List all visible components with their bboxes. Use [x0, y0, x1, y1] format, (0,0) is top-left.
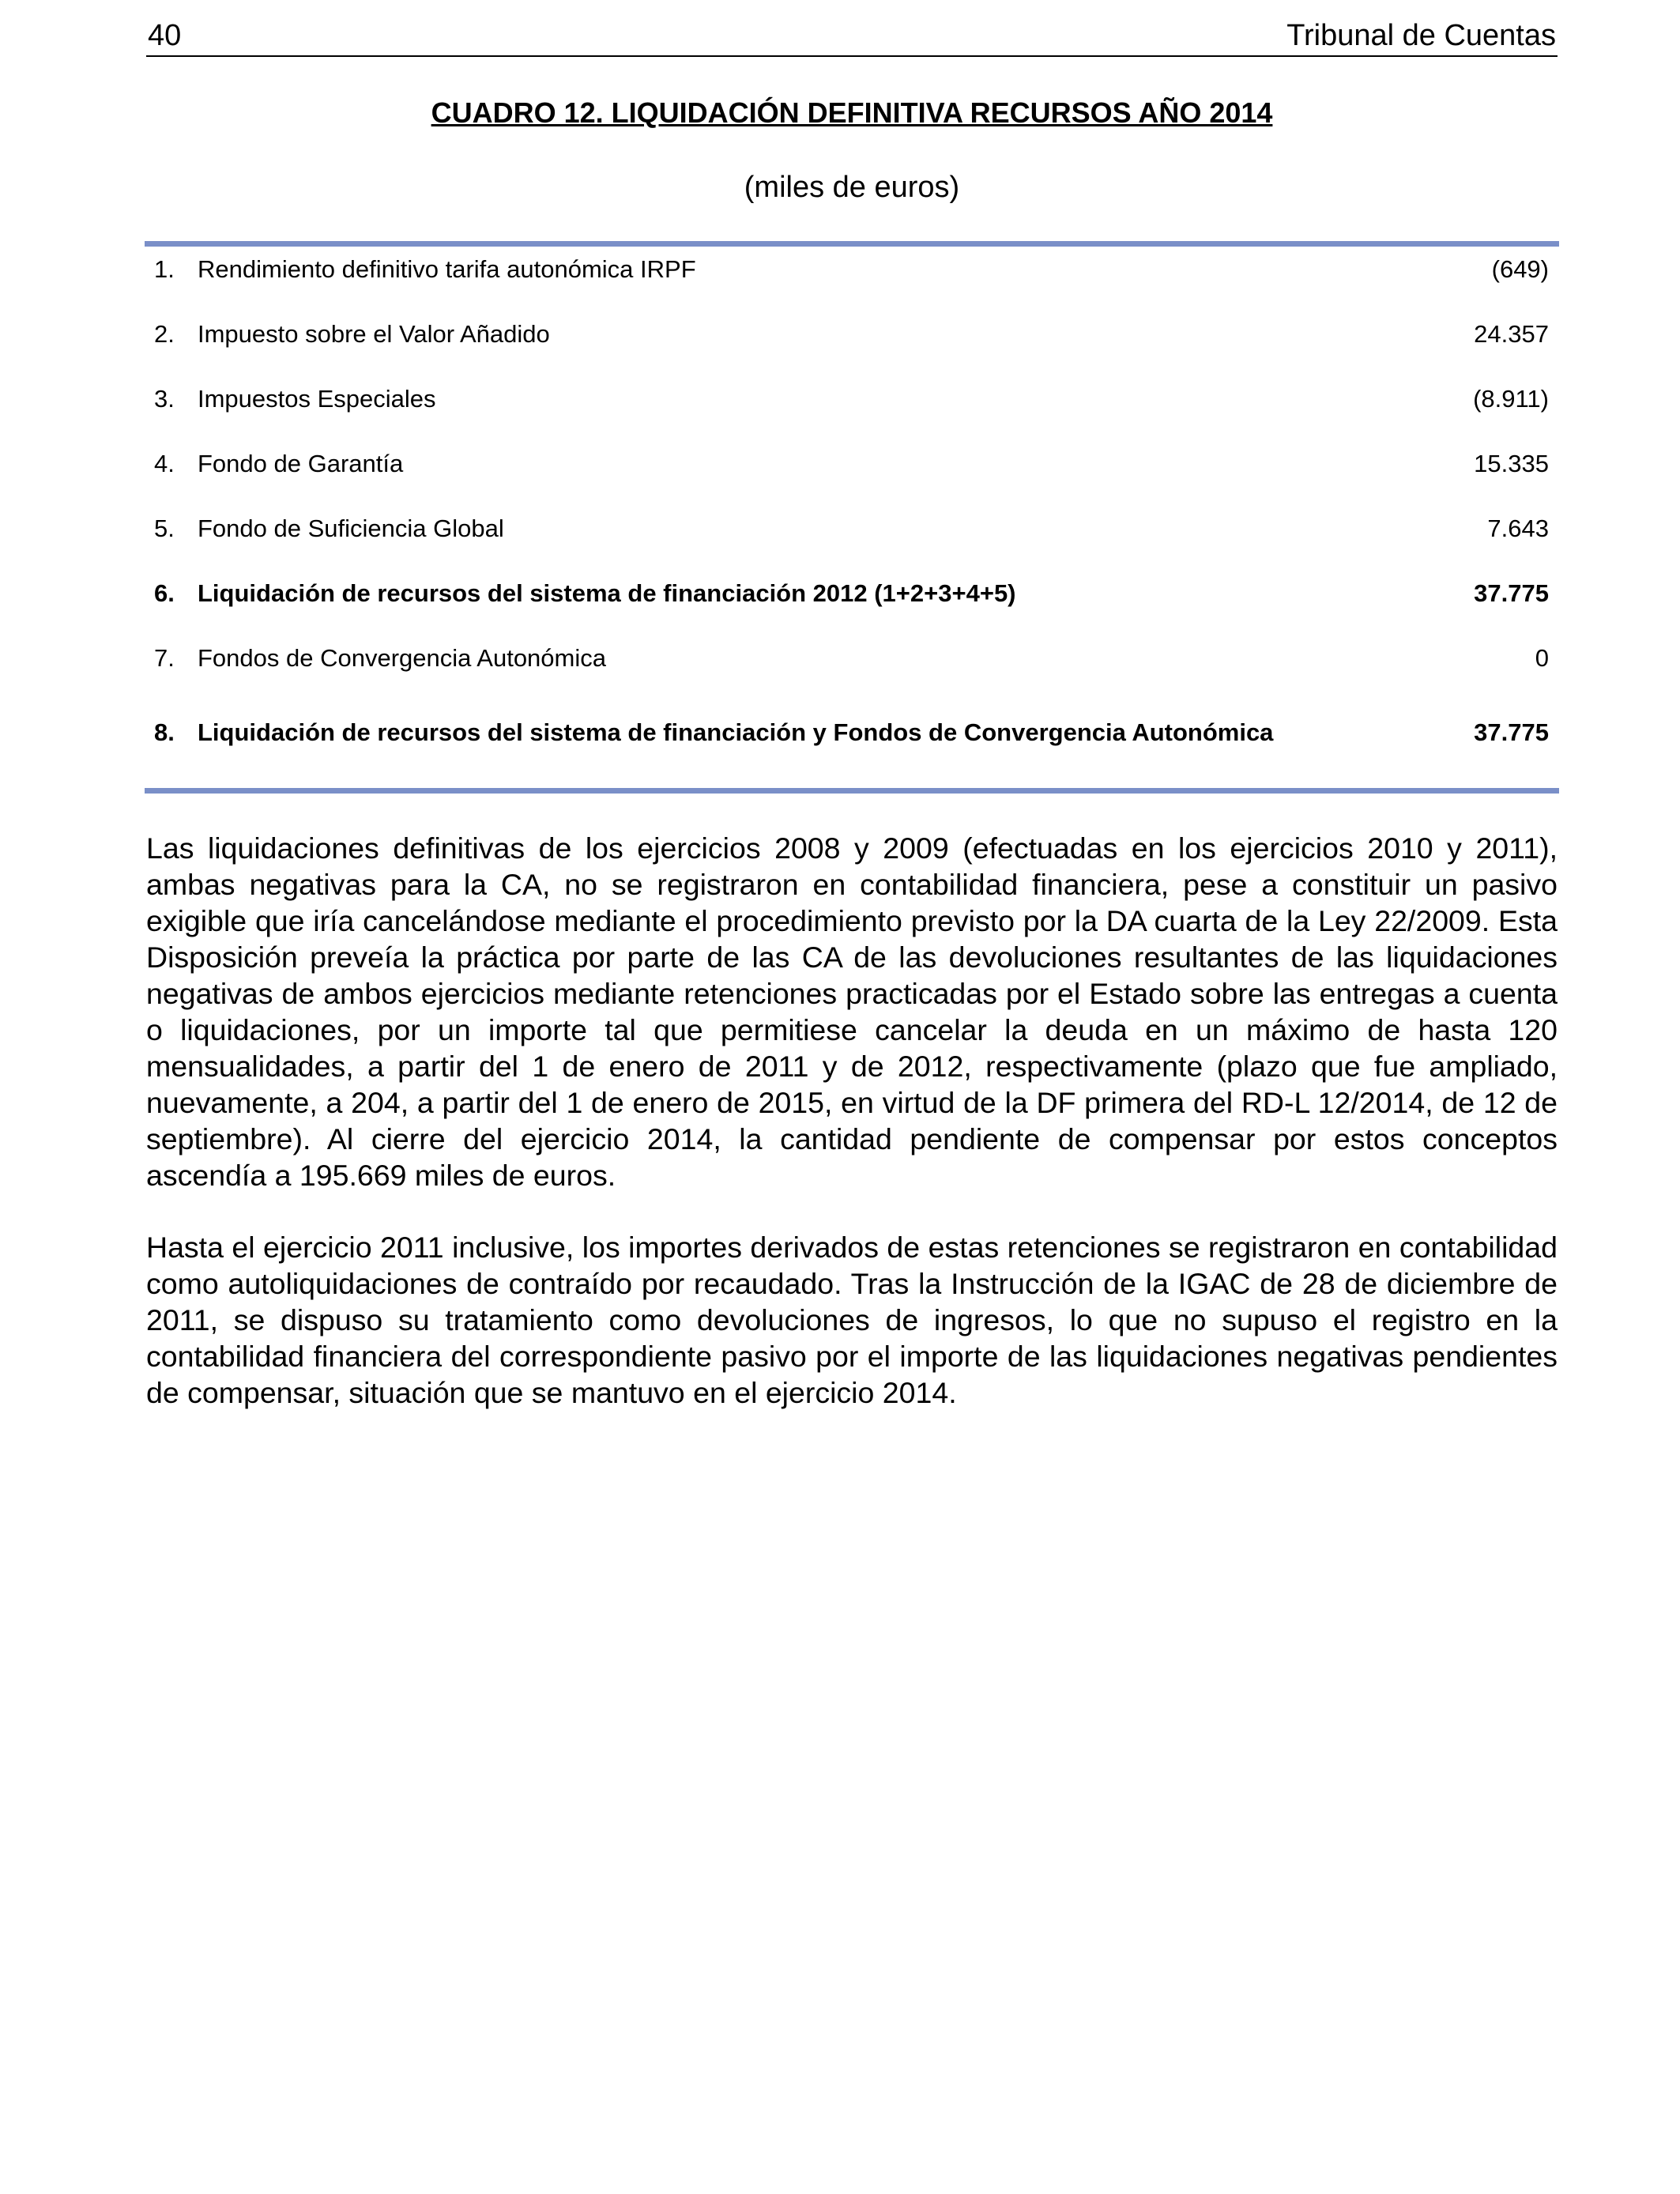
row-number: 1. — [154, 255, 175, 283]
row-label: Fondo de Garantía — [198, 450, 404, 477]
table-title: CUADRO 12. LIQUIDACIÓN DEFINITIVA RECURSOS AÑO 2014 — [431, 96, 1273, 129]
table-row — [154, 508, 1549, 549]
table-row — [154, 379, 1549, 420]
table-subtitle: (miles de euros) — [744, 171, 960, 204]
row-value: 7.643 — [1487, 515, 1549, 542]
row-label: Impuesto sobre el Valor Añadido — [198, 320, 550, 348]
total-row — [154, 712, 1549, 753]
row-number: 5. — [154, 515, 175, 542]
table-row — [154, 249, 1549, 290]
row-value: 0 — [1535, 644, 1549, 672]
table-top-rule — [145, 241, 1559, 247]
body-paragraph: Hasta el ejercicio 2011 inclusive, los importes derivados de estas retenciones se registraron en contabilidad como autoliquidaciones de contraído por recaudado. Tras la Instrucción de la IGAC de 28 de diciembre de 2011, se dispuso su tratamiento como devoluciones de ingresos, lo que no supuso el registro en la contabilidad financiera del correspondiente pasivo por el importe de las liquidaciones negativas pendientes de compensar, situación que se mantuvo en el ejercicio 2014. — [146, 1231, 1558, 1409]
row-number: 8. — [154, 718, 175, 746]
row-label: Rendimiento definitivo tarifa autonómica IRPF — [198, 255, 696, 283]
row-value: 37.775 — [1474, 718, 1549, 746]
page-number: 40 — [148, 19, 182, 52]
table-row — [154, 443, 1549, 484]
subtotal-row — [154, 573, 1549, 614]
row-label: Liquidación de recursos del sistema de financiación 2012 (1+2+3+4+5) — [198, 579, 1016, 607]
page-header — [146, 16, 1558, 57]
row-label: Impuestos Especiales — [198, 385, 436, 413]
row-label: Fondo de Suficiencia Global — [198, 515, 504, 542]
table-bottom-rule — [145, 788, 1559, 794]
row-value: 15.335 — [1474, 450, 1549, 477]
row-number: 3. — [154, 385, 175, 413]
row-value: 24.357 — [1474, 320, 1549, 348]
row-number: 6. — [154, 579, 175, 607]
body-paragraph: Las liquidaciones definitivas de los ejercicios 2008 y 2009 (efectuadas en los ejercicios 2010 y 2011), ambas negativas para la CA, no se registraron en contabilidad financiera, pese a constituir un pasivo exigible que iría cancelándose mediante el procedimiento previsto por la DA cuarta de la Ley 22/2009. Esta Disposición preveía la práctica por parte de las CA de las devoluciones resultantes de las liquidaciones negativas de ambos ejercicios mediante retenciones practicadas por el Estado sobre las entregas a cuenta o liquidaciones, por un importe tal que permitiese cancelar la deuda en un máximo de hasta 120 mensualidades, a partir del 1 de enero de 2011 y de 2012, respectivamente (plazo que fue ampliado, nuevamente, a 204, a partir del 1 de enero de 2015, en virtud de la DF primera del RD-L 12/2014, de 12 de septiembre). Al cierre del ejercicio 2014, la cantidad pendiente de compensar por estos conceptos ascendía a 195.669 miles de euros. — [146, 831, 1558, 1192]
row-label: Liquidación de recursos del sistema de financiación y Fondos de Convergencia Autonómica — [198, 718, 1274, 746]
row-value: (8.911) — [1473, 385, 1549, 413]
organization-name: Tribunal de Cuentas — [1286, 19, 1556, 52]
table-row — [154, 638, 1549, 679]
row-number: 7. — [154, 644, 175, 672]
row-value: 37.775 — [1474, 579, 1549, 607]
row-number: 4. — [154, 450, 175, 477]
table-row — [154, 314, 1549, 355]
row-number: 2. — [154, 320, 175, 348]
row-value: (649) — [1491, 255, 1549, 283]
row-label: Fondos de Convergencia Autonómica — [198, 644, 606, 672]
